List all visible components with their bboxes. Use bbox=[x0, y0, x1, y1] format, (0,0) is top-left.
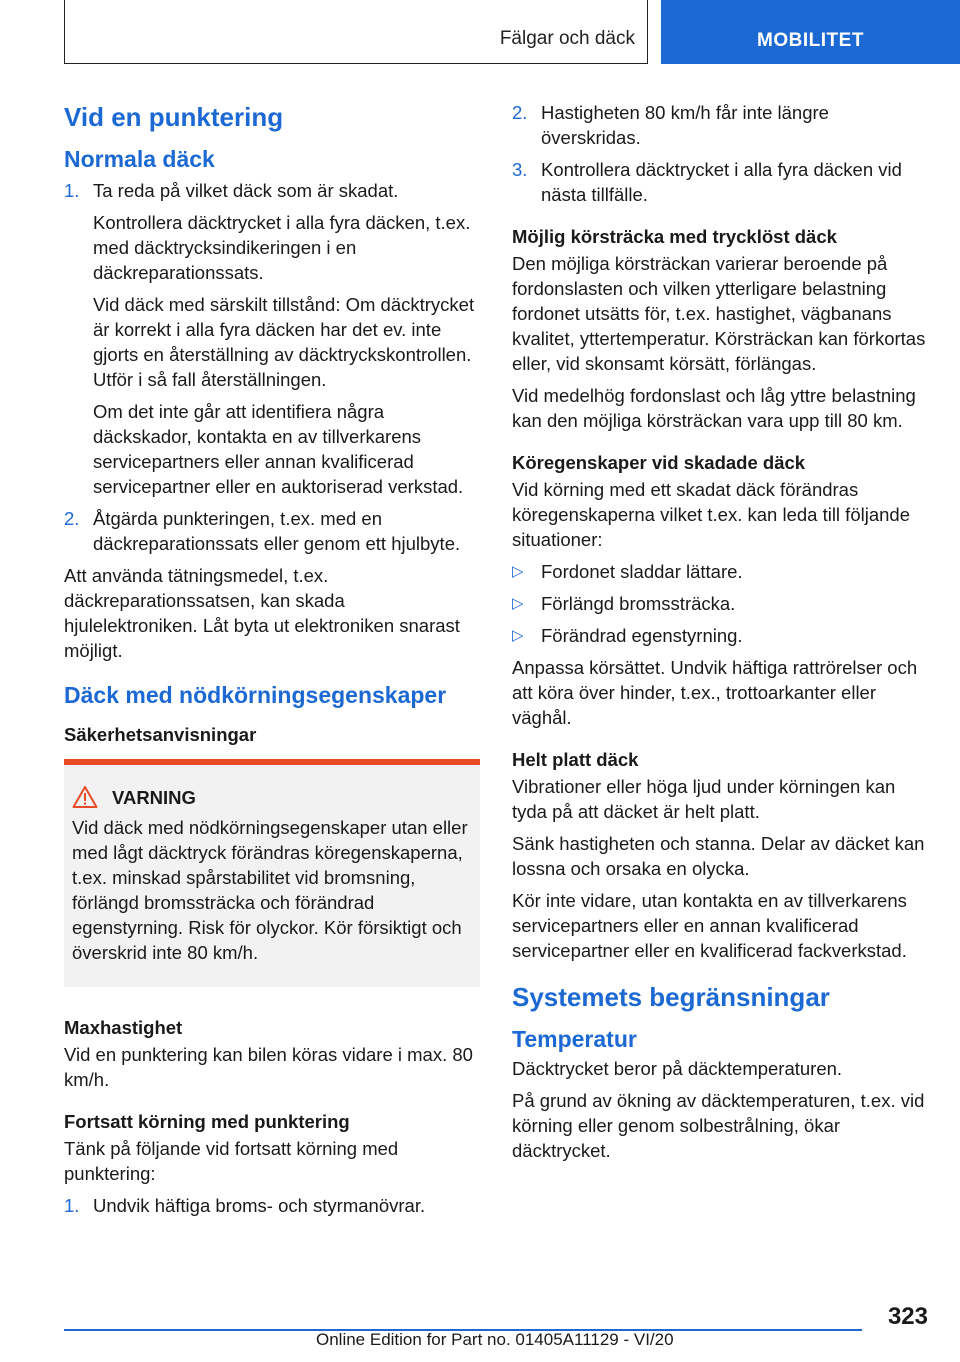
warning-title: VARNING bbox=[112, 787, 196, 808]
heading-driving: Köregenskaper vid skadade däck bbox=[512, 452, 806, 473]
heading-punktering: Vid en punktering bbox=[64, 102, 284, 132]
warning-header bbox=[72, 785, 472, 811]
paragraph-driving: Vid körning med ett skadat däck förändras köregenskaperna vilket t.ex. kan leda till följande situationer: bbox=[512, 479, 910, 550]
list-text: Hastigheten 80 km/h får inte längre överskridas. bbox=[541, 102, 829, 148]
paragraph-adjust: Anpassa körsättet. Undvik häftiga rattrörelser och att köra över hinder, t.ex., trottoarkanter eller väghål. bbox=[512, 657, 918, 728]
page-number: 323 bbox=[887, 1303, 928, 1330]
triangle-bullet-icon: ▷ bbox=[512, 595, 524, 612]
list-item bbox=[512, 100, 930, 150]
paragraph-maxspeed: Vid en punktering kan bilen köras vidare i max. 80 km/h. bbox=[64, 1044, 473, 1090]
list-item bbox=[512, 157, 930, 207]
triangle-bullet-icon: ▷ bbox=[512, 563, 524, 580]
paragraph-range-2: Vid medelhög fordonslast och låg yttre belastning kan den möjliga körsträckan vara upp till 80 km. bbox=[512, 385, 916, 431]
bullet-item bbox=[512, 591, 930, 616]
heading-continue: Fortsatt körning med punktering bbox=[64, 1111, 350, 1132]
list-number: 2. bbox=[512, 102, 528, 123]
list-text: Undvik häftiga broms- och styrmanövrar. bbox=[93, 1195, 426, 1216]
paragraph-flat-1: Vibrationer eller höga ljud under körningen kan tyda på att däcket är helt platt. bbox=[512, 776, 896, 822]
bullet-item bbox=[512, 559, 930, 584]
heading-limits: Systemets begränsningar bbox=[512, 982, 830, 1012]
paragraph-sealant: Att använda tätningsmedel, t.ex. däckreparationssatsen, kan skada hjulelektroniken. Låt byta ut elektroniken snarast möjligt. bbox=[64, 565, 460, 661]
header-chapter-tab[interactable] bbox=[661, 0, 960, 64]
list-text: Vid däck med särskilt tillstånd: Om däcktrycket är korrekt i alla fyra däcken har det ev. inte gjorts en återställning av däcktryckskontrollen. Utför i så fall återställningen. bbox=[93, 294, 475, 390]
list-text: Ta reda på vilket däck som är skadat. bbox=[93, 180, 399, 201]
warning-triangle-icon bbox=[72, 785, 98, 816]
list-text: Åtgärda punkteringen, t.ex. med en däckreparationssats eller genom ett hjulbyte. bbox=[93, 508, 461, 554]
header-section-box bbox=[64, 0, 648, 64]
list-number: 1. bbox=[64, 1195, 80, 1216]
bullet-text: Förändrad egenstyrning. bbox=[541, 625, 743, 646]
list-item bbox=[64, 178, 480, 499]
bullet-item bbox=[512, 623, 930, 648]
left-column bbox=[64, 100, 480, 1225]
header-chapter-title: MOBILITET bbox=[757, 30, 864, 51]
heading-safety: Säkerhetsanvisningar bbox=[64, 724, 257, 745]
paragraph-temp-1: Däcktrycket beror på däcktemperaturen. bbox=[512, 1058, 843, 1079]
paragraph-flat-2: Sänk hastigheten och stanna. Delar av däcket kan lossna och orsaka en olycka. bbox=[512, 833, 925, 879]
heading-temperature: Temperatur bbox=[512, 1026, 637, 1052]
paragraph-range-1: Den möjliga körsträckan varierar beroende på fordonslasten och vilken ytterligare belastning fordonet utsätts för, t.ex. hastighet, vägbanans kvalitet, yttertemperatur. Körsträckan kan förkortas eller, vid skonsamt körsätt, förlängas. bbox=[512, 253, 926, 374]
heading-maxspeed: Maxhastighet bbox=[64, 1017, 183, 1038]
list-text: Kontrollera däcktrycket i alla fyra däcken, t.ex. med däcktrycksindikeringen i en däckreparationssats. bbox=[93, 212, 471, 283]
paragraph-flat-3: Kör inte vidare, utan kontakta en av tillverkarens servicepartners eller en annan kvalificerad servicepartner eller en kvalificerad fackverkstad. bbox=[512, 890, 907, 961]
bullet-text: Fordonet sladdar lättare. bbox=[541, 561, 743, 582]
list-text: Kontrollera däcktrycket i alla fyra däcken vid nästa tillfälle. bbox=[541, 159, 902, 205]
heading-flat: Helt platt däck bbox=[512, 749, 639, 770]
list-number: 2. bbox=[64, 508, 80, 529]
header-section-title: Fälgar och däck bbox=[499, 28, 635, 49]
heading-range: Möjlig körsträcka med trycklöst däck bbox=[512, 226, 837, 247]
warning-text: Vid däck med nödkörningsegenskaper utan eller med lågt däcktryck förändras köregenskaperna, t.ex. minskad spårstabilitet vid bromsning, förlängd bromssträcka och förändrad egenstyrning. Risk för olyckor. Kör försiktigt och överskrid inte 80 km/h. bbox=[72, 817, 468, 963]
heading-runflat: Däck med nödkörningsegenskaper bbox=[64, 682, 447, 708]
paragraph-continue: Tänk på följande vid fortsatt körning med punktering: bbox=[64, 1138, 399, 1184]
list-item bbox=[64, 506, 480, 556]
right-column bbox=[512, 100, 930, 1170]
triangle-bullet-icon: ▷ bbox=[512, 627, 524, 644]
footer-edition: Online Edition for Part no. 01405A11129 - VI/20 bbox=[316, 1330, 674, 1349]
list-number: 3. bbox=[512, 159, 528, 180]
heading-normala-dack: Normala däck bbox=[64, 146, 215, 172]
bullet-text: Förlängd bromssträcka. bbox=[541, 593, 736, 614]
paragraph-temp-2: På grund av ökning av däcktemperaturen, t.ex. vid körning eller genom solbestrålning, ökar däcktrycket. bbox=[512, 1090, 925, 1161]
list-item bbox=[64, 1193, 480, 1218]
warning-box bbox=[64, 759, 480, 987]
list-text: Om det inte går att identifiera några däckskador, kontakta en av tillverkarens servicepartners eller annan kvalificerad servicepartner eller en auktoriserad verkstad. bbox=[93, 401, 464, 497]
list-number: 1. bbox=[64, 180, 80, 201]
